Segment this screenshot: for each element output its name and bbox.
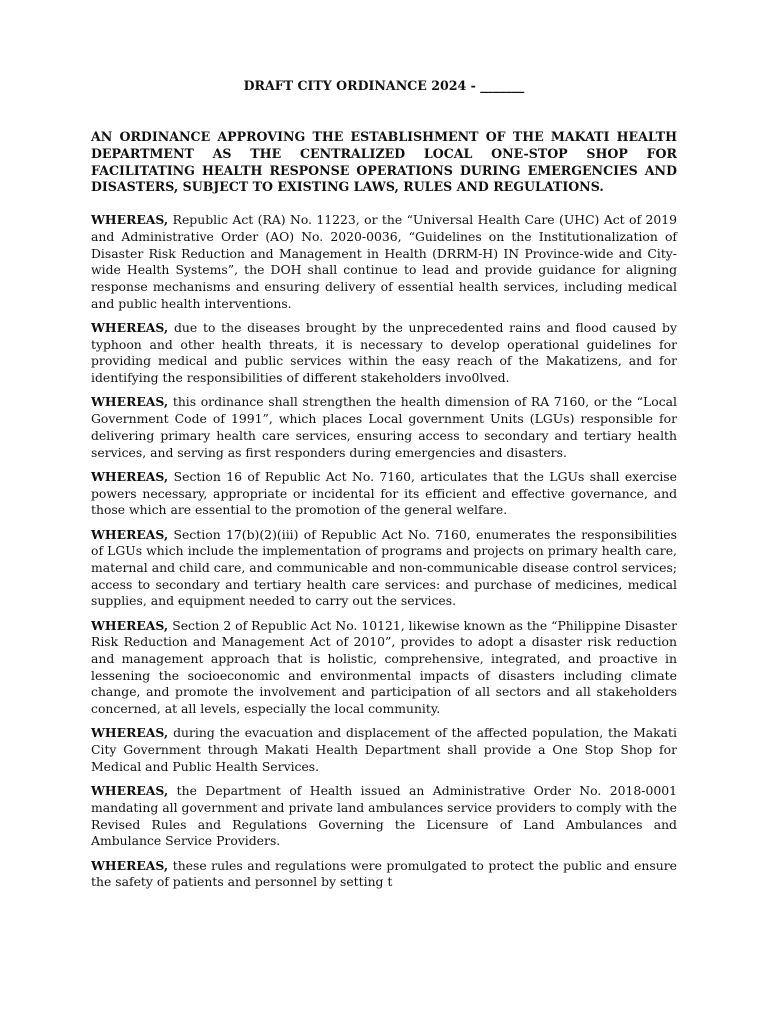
whereas-text: the Department of Health issued an Administrative Order No. 2018-0001 mandating all government and private land ambulances service providers to comply with the Revised Rules and Regulations Governing the Licensure of Land Ambulances and Ambulance Service Providers.: [91, 783, 677, 849]
whereas-text: during the evacuation and displacement of the affected population, the Makati City Government through Makati Health Department shall provide a One Stop Shop for Medical and Public Health Services.: [91, 725, 677, 774]
whereas-paragraph: [91, 783, 677, 850]
whereas-paragraph: [91, 618, 677, 718]
whereas-label: WHEREAS,: [91, 320, 169, 335]
whereas-paragraph: [91, 394, 677, 461]
whereas-text: due to the diseases brought by the unprecedented rains and flood caused by typhoon and other health threats, it is necessary to develop operational guidelines for providing medical and public services within the easy reach of the Makatizens, and for identifying the responsibilities of different stakeholders invo0lved.: [91, 320, 677, 386]
whereas-label: WHEREAS,: [91, 526, 169, 542]
whereas-label: WHEREAS,: [91, 617, 169, 633]
whereas-paragraph: [91, 527, 677, 611]
whereas-text: this ordinance shall strengthen the health dimension of RA 7160, or the “Local Government Code of 1991”, which places Local government Units (LGUs) responsible for delivering primary health care services, ensuring access to secondary and tertiary health services, and serving as first responders during emergencies and disasters.: [91, 394, 677, 460]
whereas-paragraph: [91, 469, 677, 519]
whereas-text: Section 16 of Republic Act No. 7160, articulates that the LGUs shall exercise powers necessary, appropriate or incidental for its efficient and effective governance, and those which are essential to the promotion of the general welfare.: [91, 468, 677, 518]
whereas-label: WHEREAS,: [91, 394, 169, 410]
whereas-paragraph: [91, 320, 677, 387]
whereas-label: WHEREAS,: [91, 212, 169, 228]
whereas-paragraph: [91, 212, 677, 312]
whereas-text: Section 17(b)(2)(iii) of Republic Act No. 7160, enumerates the responsibilities of LGUs which include the implementation of programs and projects on primary health care, maternal and child care, and communicable and non-communicable disease control services; access to secondary and tertiary health care services: and purchase of medicines, medical supplies, and equipment needed to carry out the services.: [91, 526, 677, 609]
whereas-paragraph: [91, 858, 677, 891]
ordinance-heading: AN ORDINANCE APPROVING THE ESTABLISHMENT OF THE MAKATI HEALTH DEPARTMENT AS THE CENTRALIZED LOCAL ONE-STOP SHOP FOR FACILITATING HEALTH RESPONSE OPERATIONS DURING EMERGENCIES AND DISASTERS, SUBJECT TO EXISTING LAWS, RULES AND REGULATIONS.: [91, 129, 677, 195]
whereas-text: Republic Act (RA) No. 11223, or the “Universal Health Care (UHC) Act of 2019 and Administrative Order (AO) No. 2020-0036, “Guidelines on the Institutionalization of Disaster Risk Reduction and Management in Health (DRRM-H) IN Province-wide and City-wide Health Systems”, the DOH shall continue to lead and provide guidance for aligning response mechanisms and ensuring delivery of essential health services, including medical and public health interventions.: [91, 212, 677, 311]
whereas-text: Section 2 of Republic Act No. 10121, likewise known as the “Philippine Disaster Risk Reduction and Management Act of 2010”, provides to adopt a disaster risk reduction and management approach that is holistic, comprehensive, integrated, and proactive in lessening the socioeconomic and environmental impacts of disasters including climate change, and promote the involvement and participation of all sectors and all stakeholders concerned, at all levels, especially the local community.: [91, 617, 677, 717]
spacer: [91, 196, 677, 212]
whereas-label: WHEREAS,: [91, 783, 169, 799]
whereas-paragraph: [91, 725, 677, 775]
whereas-label: WHEREAS,: [91, 468, 169, 484]
document-page: [91, 78, 677, 891]
whereas-text: these rules and regulations were promulgated to protect the public and ensure the safety of patients and personnel by setting t: [91, 857, 677, 890]
whereas-label: WHEREAS,: [91, 857, 169, 873]
document-title: DRAFT CITY ORDINANCE 2024 - _______: [243, 78, 525, 93]
whereas-label: WHEREAS,: [91, 725, 169, 741]
